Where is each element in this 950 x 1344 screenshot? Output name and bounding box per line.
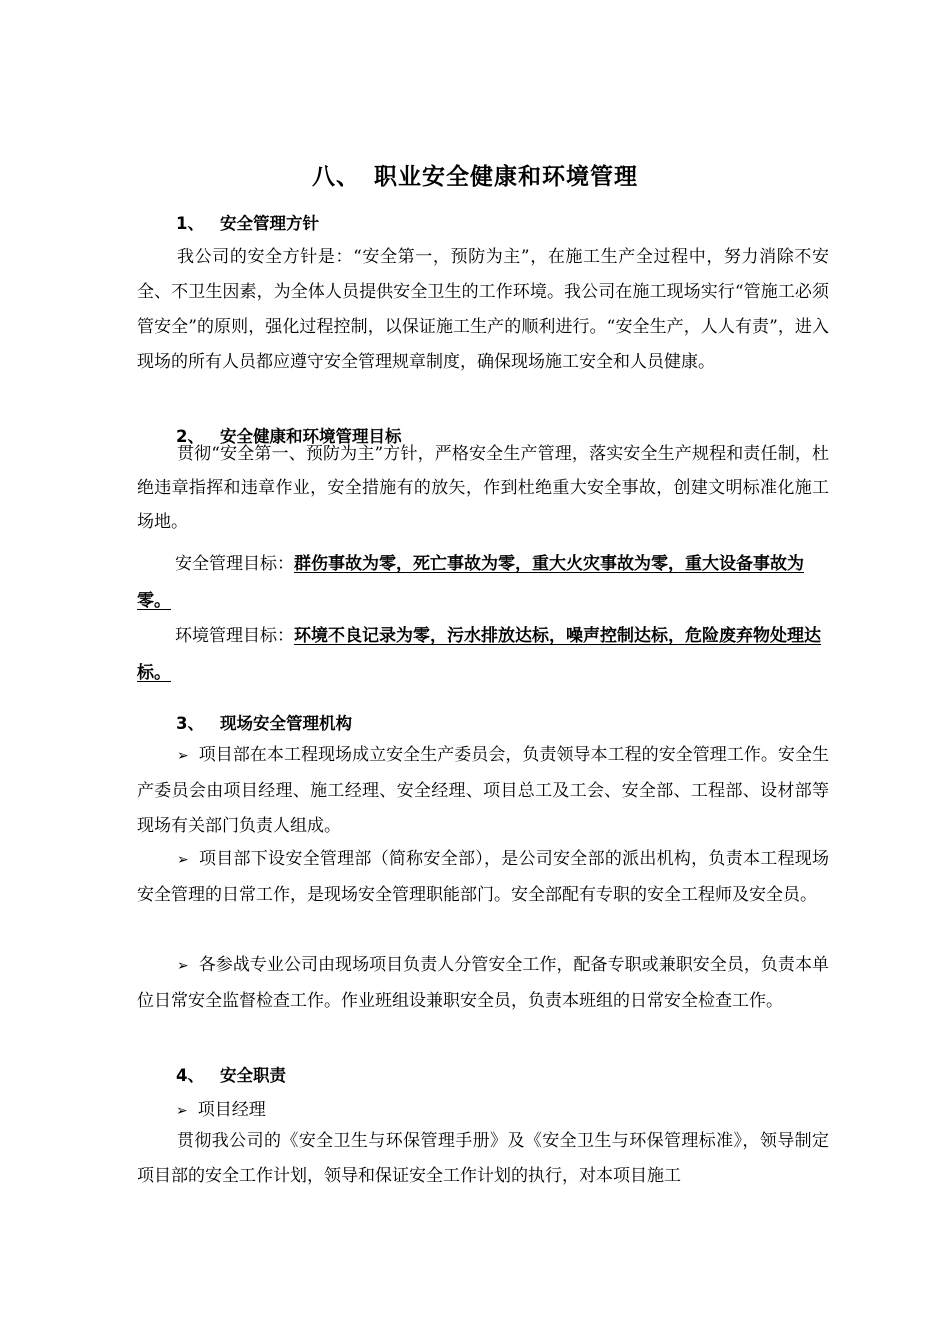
arrow-bullet-icon: ➢: [177, 748, 189, 764]
bullet-2-text: 项目部下设安全管理部（简称安全部），是公司安全部的派出机构，负责本工程现场安全管理的日常工作，是现场安全管理职能部门。安全部配有专职的安全工程师及安全员。: [137, 849, 829, 905]
section-4-paragraph: 贯彻我公司的《安全卫生与环保管理手册》及《安全卫生与环保管理标准》，领导制定项目部的安全工作计划，领导和保证安全工作计划的执行，对本项目施工: [137, 1131, 829, 1186]
title-text: 职业安全健康和环境管理: [374, 164, 638, 190]
section-1-title: 安全管理方针: [219, 214, 319, 233]
environment-goal: [137, 618, 829, 692]
section-3-title: 现场安全管理机构: [219, 714, 352, 733]
section-3-bullet-2: [137, 842, 829, 913]
section-4-title: 安全职责: [219, 1066, 286, 1085]
safety-goal: [137, 546, 829, 620]
section-3-bullet-1: [137, 738, 829, 844]
bullet-1-text: 项目部在本工程现场成立安全生产委员会，负责领导本工程的安全管理工作。安全生产委员会由项目经理、施工经理、安全经理、项目总工及工会、安全部、工程部、设材部等现场有关部门负责人组成。: [137, 745, 829, 836]
section-3-bullet-3: [137, 948, 829, 1019]
safety-goal-label: 安全管理目标：: [175, 554, 294, 574]
arrow-bullet-icon: ➢: [176, 1103, 188, 1119]
section-3-number: 3、: [176, 714, 204, 733]
section-4-heading: [176, 1062, 286, 1086]
section-4-number: 4、: [176, 1066, 204, 1085]
section-2-paragraph: 贯彻“安全第一、预防为主”方针，严格安全生产管理，落实安全生产规程和责任制，杜绝违章指挥和违章作业，安全措施有的放矢，作到杜绝重大安全事故，创建文明标准化施工场地。: [137, 444, 829, 532]
section-1-number: 1、: [176, 214, 204, 233]
section-2-title: 安全健康和环境管理目标: [219, 427, 402, 446]
arrow-bullet-icon: ➢: [177, 958, 189, 974]
environment-goal-label: 环境管理目标：: [175, 626, 294, 646]
title-number: 八、: [312, 164, 360, 190]
section-4-sub-bullet: [176, 1095, 266, 1120]
section-2-number: 2、: [176, 427, 204, 446]
bullet-3-text: 各参战专业公司由现场项目负责人分管安全工作，配备专职或兼职安全员，负责本单位日常安全监督检查工作。作业班组设兼职安全员，负责本班组的日常安全检查工作。: [137, 955, 829, 1011]
section-1-paragraph: 我公司的安全方针是：“安全第一，预防为主”，在施工生产全过程中，努力消除不安全、不卫生因素，为全体人员提供安全卫生的工作环境。我公司在施工现场实行“管施工必须管安全”的原则，强化过程控制，以保证施工生产的顺利进行。“安全生产，人人有责”，进入现场的所有人员都应遵守安全管理规章制度，确保现场施工安全和人员健康。: [137, 247, 829, 372]
page-title: [0, 158, 950, 191]
safety-goal-text: 群伤事故为零，死亡事故为零，重大火灾事故为零，重大设备事故为零。: [137, 554, 804, 611]
section-1-heading: [176, 210, 319, 234]
section-3-heading: [176, 710, 352, 734]
sub-bullet-text: 项目经理: [197, 1100, 266, 1120]
environment-goal-text: 环境不良记录为零，污水排放达标，噪声控制达标，危险废弃物处理达标。: [137, 626, 821, 683]
arrow-bullet-icon: ➢: [177, 852, 189, 868]
